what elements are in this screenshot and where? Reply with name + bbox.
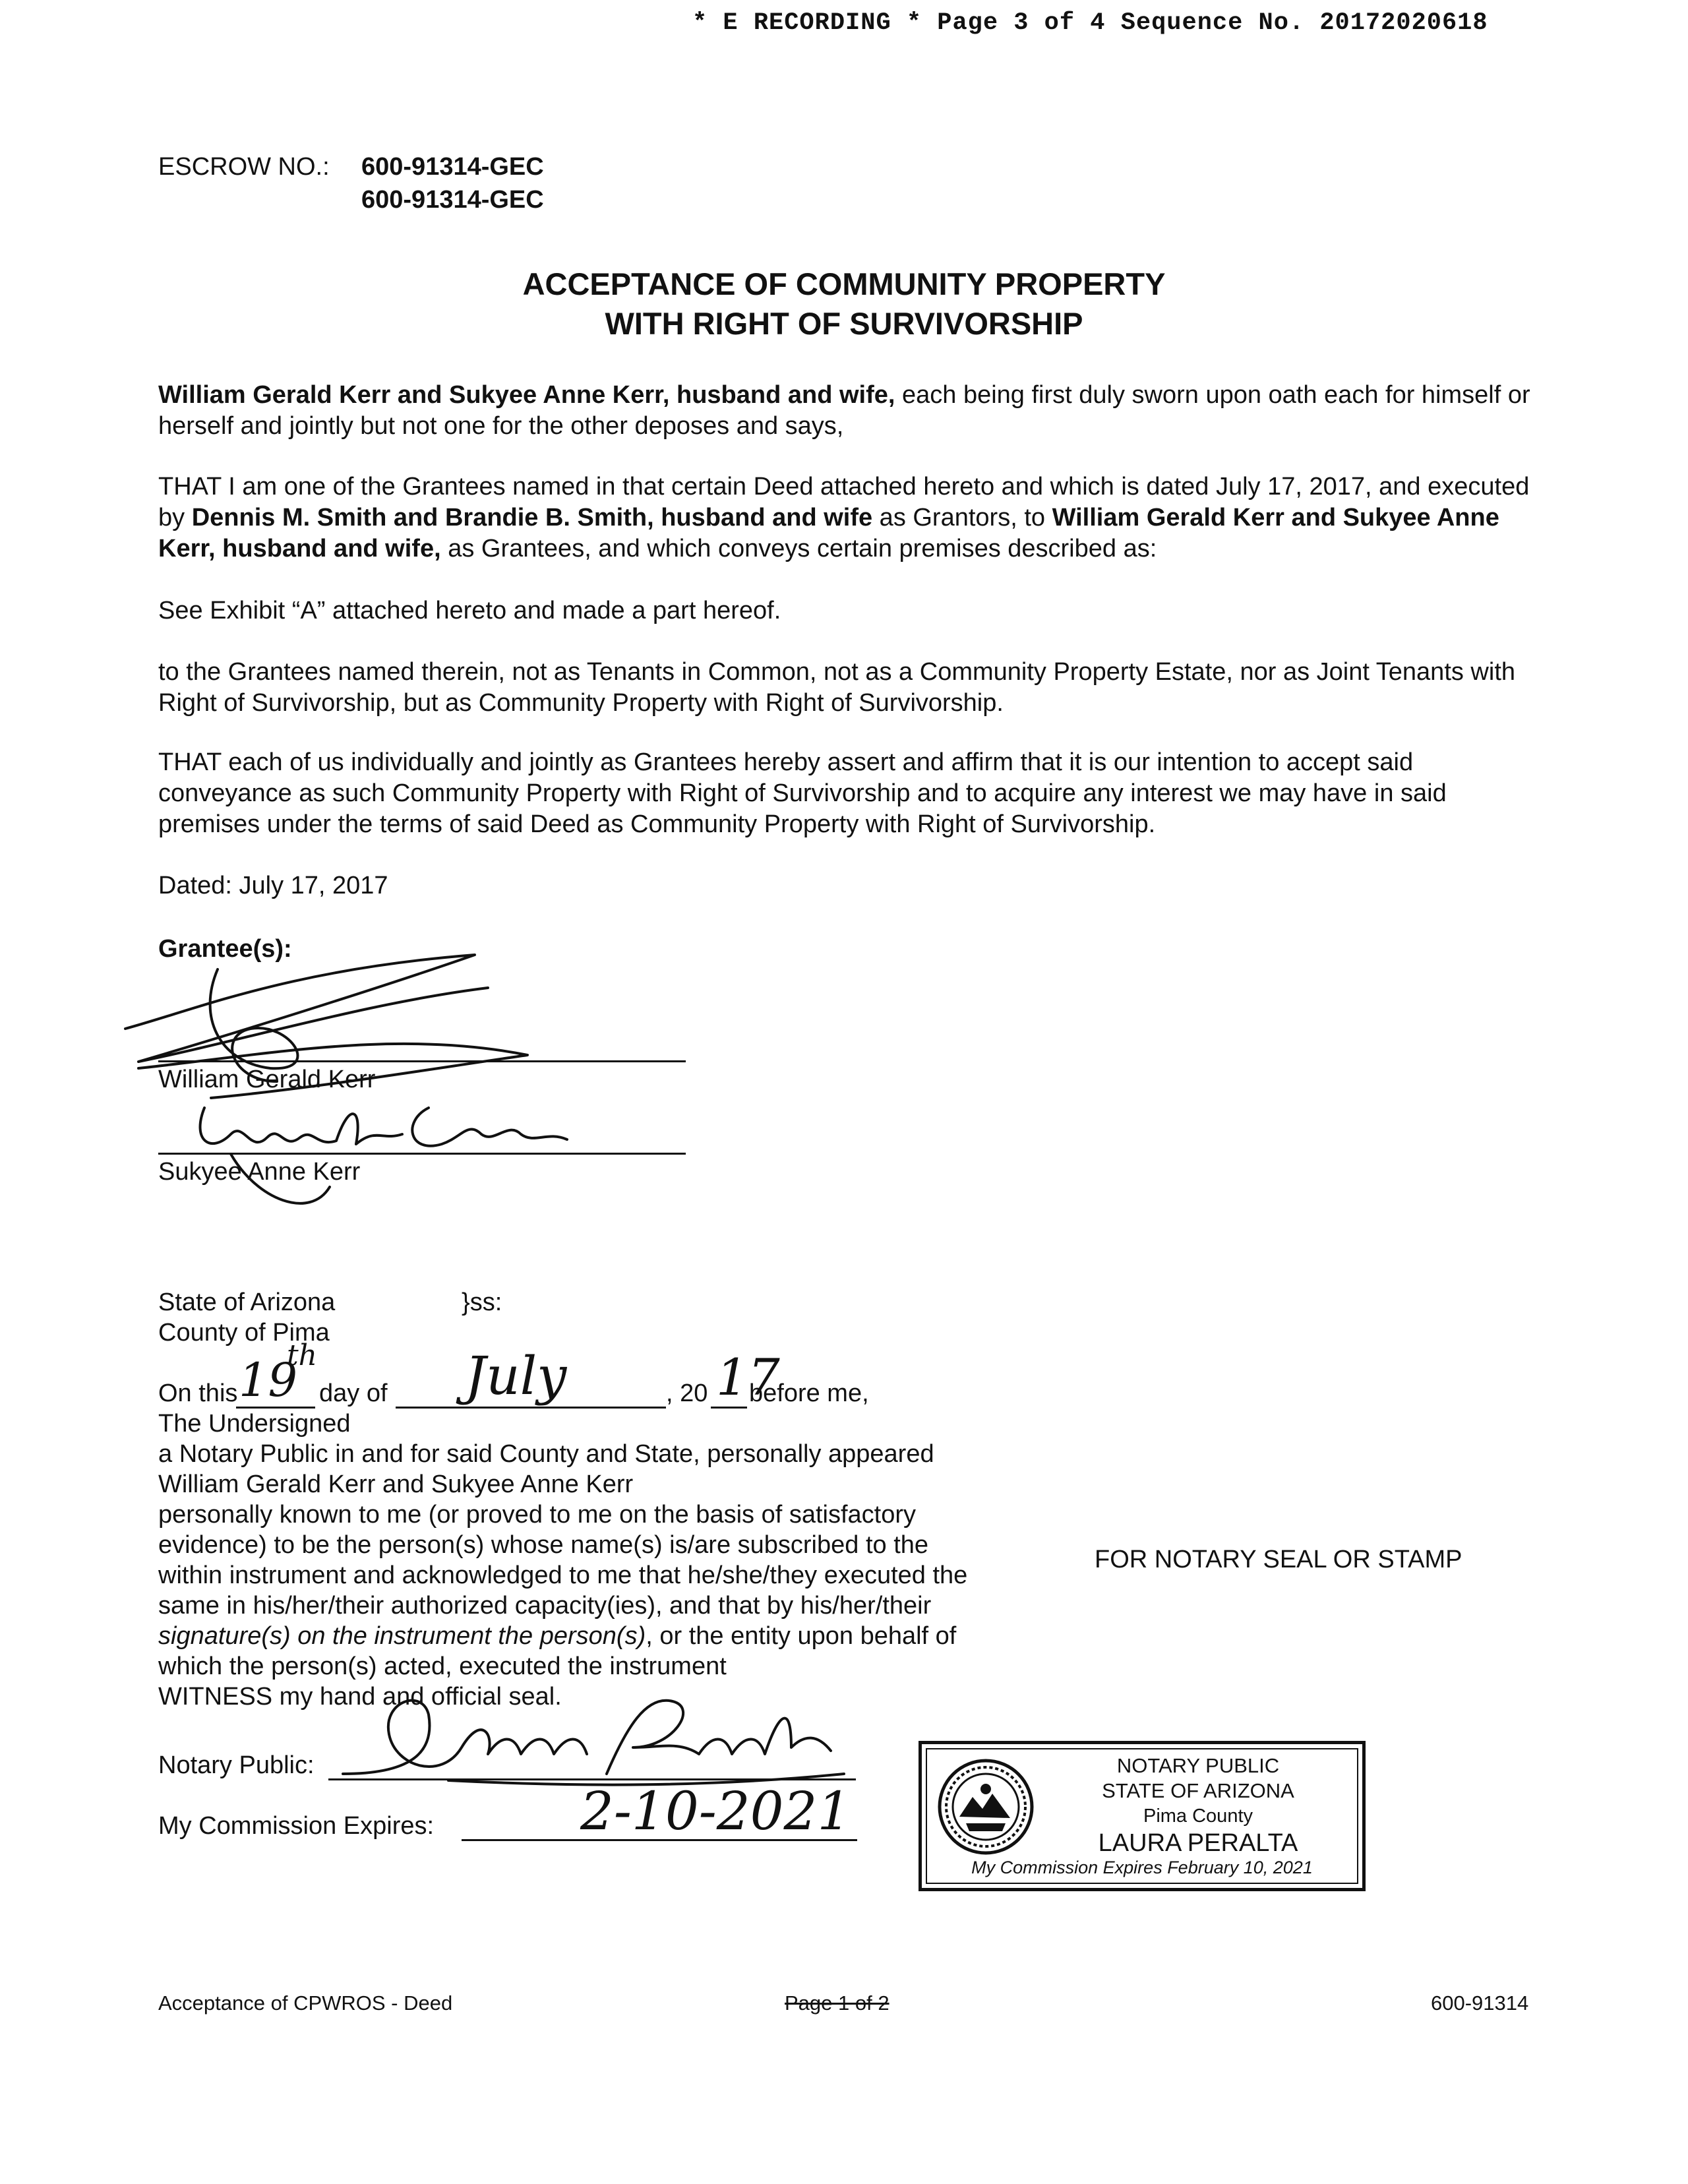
month-blank [396, 1407, 666, 1409]
notary-day-of: day of [319, 1380, 388, 1407]
day-suffix-handwritten: th [287, 1339, 318, 1372]
document-title-line-2: WITH RIGHT OF SURVIVORSHIP [605, 306, 1083, 341]
grantee-2-name: Sukyee Anne Kerr [158, 1158, 361, 1186]
stamp-line-3: Pima County [1143, 1805, 1253, 1827]
notary-undersigned: The Undersigned [158, 1410, 351, 1438]
affirmation-paragraph: THAT each of us individually and jointly as Grantees hereby assert and affirm that it is our intention to accept said conveyance as such Community Property with Right of Survivorship and to acquire any interest we may have in said premises under the terms of said Deed as Community Property with Right of Survivorship. [158, 748, 1447, 838]
stamp-line-2: STATE OF ARIZONA [1102, 1779, 1294, 1802]
notary-text-a: a Notary Public in and for said County and State, personally appeared [158, 1440, 934, 1468]
grantee-paragraph [158, 471, 1536, 564]
notary-state: State of Arizona [158, 1289, 336, 1316]
affiant-names: William Gerald Kerr and Sukyee Anne Kerr, husband and wife, [158, 381, 895, 409]
affiant-paragraph [158, 380, 1536, 442]
notary-text-e: within instrument and acknowledged to me that he/she/they executed the [158, 1562, 968, 1589]
grantor-names: Dennis M. Smith and Brandie B. Smith, husband and wife [191, 504, 873, 531]
notary-text-d: evidence) to be the person(s) whose name(s) is/are subscribed to the [158, 1531, 929, 1559]
notary-text-f: same in his/her/their authorized capacity(ies), and that by his/her/their [158, 1592, 932, 1620]
grantee-names: William Gerald Kerr and Sukyee Anne Kerr, husband and wife, [158, 504, 1499, 562]
escrow-number-2: 600-91314-GEC [361, 186, 544, 214]
grantee-text-c: as Grantors, to [872, 504, 1052, 531]
escrow-label: ESCROW NO.: [158, 153, 330, 181]
grantee-text-a: THAT I am one of the Grantees named in that certain Deed attached hereto and which is dated July 17, 2017, and executed by [158, 473, 1530, 531]
notary-year-prefix: , 20 [666, 1380, 708, 1407]
grantee-text-e: as Grantees, and which conveys certain premises described as: [440, 535, 1157, 562]
notary-text-b: William Gerald Kerr and Sukyee Anne Kerr [158, 1471, 634, 1498]
footer-left: Acceptance of CPWROS - Deed [158, 1991, 453, 2015]
notary-before-me: before me, [749, 1380, 869, 1407]
notary-text-g-italic: signature(s) on the instrument the person(s) [158, 1622, 646, 1650]
document-title-line-1: ACCEPTANCE OF COMMUNITY PROPERTY [522, 266, 1166, 301]
notary-text-g [158, 1621, 956, 1651]
exhibit-reference: See Exhibit “A” attached hereto and made a part hereof. [158, 597, 781, 624]
notary-signature [330, 1675, 857, 1794]
notary-public-label: Notary Public: [158, 1751, 315, 1779]
month-handwritten: July [465, 1345, 567, 1407]
tenancy-paragraph: to the Grantees named therein, not as Tenants in Common, not as a Community Property Estate, nor as Joint Tenants with Right of Survivorship, but as Community Property with Right of Survivorship. [158, 658, 1516, 717]
day-handwritten: 19 [239, 1353, 298, 1407]
notary-seal-label: FOR NOTARY SEAL OR STAMP [1095, 1546, 1462, 1573]
escrow-number-1: 600-91314-GEC [361, 153, 544, 181]
grantee-1-name: William Gerald Kerr [158, 1066, 376, 1093]
affiant-text: each being first duly sworn upon oath each for himself or herself and jointly but not one for the other deposes and says, [158, 381, 1530, 440]
grantees-label: Grantee(s): [158, 935, 292, 963]
commission-label: My Commission Expires: [158, 1812, 435, 1840]
notary-ss: }ss: [462, 1289, 502, 1316]
state-seal-icon [936, 1757, 1035, 1856]
dated-line: Dated: July 17, 2017 [158, 872, 388, 899]
notary-text-c: personally known to me (or proved to me on the basis of satisfactory [158, 1501, 916, 1529]
footer-center: Page 1 of 2 [785, 1991, 889, 2015]
year-blank [711, 1407, 747, 1409]
notary-on-this: On this [158, 1380, 238, 1407]
notary-text-h: which the person(s) acted, executed the instrument [158, 1653, 727, 1680]
notary-witness: WITNESS my hand and official seal. [158, 1683, 562, 1711]
stamp-line-4: LAURA PERALTA [1098, 1829, 1298, 1857]
stamp-line-1: NOTARY PUBLIC [1116, 1754, 1280, 1777]
stamp-line-5: My Commission Expires February 10, 2021 [971, 1858, 1313, 1877]
grantee-2-signature [152, 1081, 626, 1227]
notary-county: County of Pima [158, 1319, 330, 1347]
footer-right: 600-91314 [1431, 1991, 1529, 2015]
notary-stamp [919, 1741, 1366, 1891]
grantee-1-signature [119, 930, 514, 1101]
commission-handwritten: 2-10-2021 [580, 1780, 851, 1842]
notary-text-g-rest: , or the entity upon behalf of [646, 1622, 957, 1650]
recording-header: * E RECORDING * Page 3 of 4 Sequence No. 20172020618 [692, 9, 1488, 37]
year-handwritten: 17 [716, 1348, 780, 1407]
